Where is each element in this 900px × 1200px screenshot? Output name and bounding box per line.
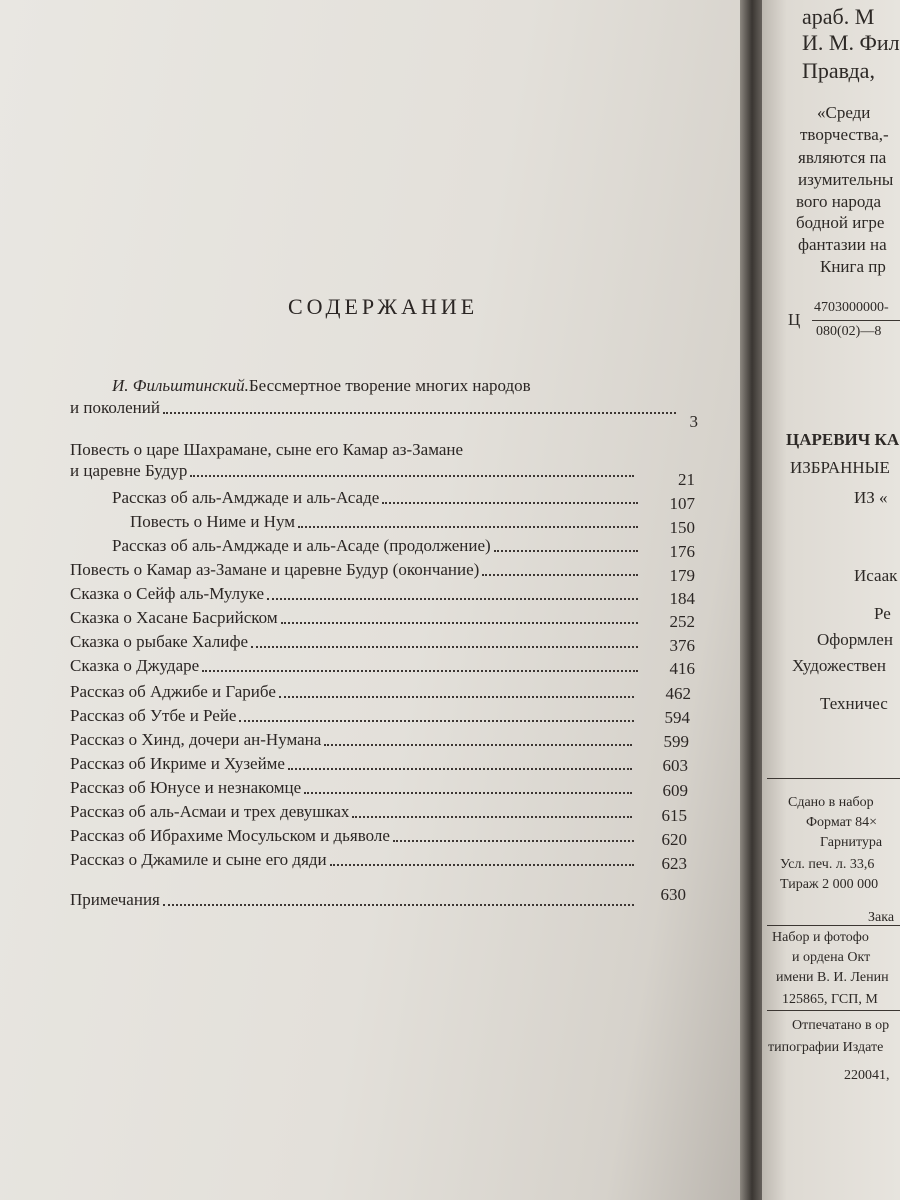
toc-entry-page: 150 bbox=[669, 518, 695, 537]
toc-entry bbox=[70, 754, 638, 774]
toc-entry bbox=[70, 802, 638, 822]
toc-entry-title: Рассказ о Джамиле и сыне его дяди bbox=[70, 850, 327, 869]
leader-dots bbox=[330, 863, 634, 866]
toc-entry-page: 620 bbox=[661, 830, 687, 849]
right-page-line: Формат 84× bbox=[806, 815, 877, 830]
toc-entry-title: Рассказ об аль-Амджаде и аль-Асаде bbox=[112, 488, 380, 507]
toc-entry-page: 376 bbox=[669, 636, 695, 655]
toc-first-line1 bbox=[70, 440, 463, 460]
toc-intro-line2 bbox=[70, 398, 682, 418]
toc-intro-title-cont: и поколений bbox=[70, 398, 160, 417]
book-gutter bbox=[740, 0, 764, 1200]
right-page-line: Исаак bbox=[854, 566, 898, 585]
leader-dots bbox=[382, 501, 638, 504]
toc-entry bbox=[70, 560, 644, 580]
toc-first-line2 bbox=[70, 461, 640, 481]
toc-entry-title: Рассказ об Юнусе и незнакомце bbox=[70, 778, 302, 797]
right-page-line: вого народа bbox=[796, 192, 882, 211]
toc-entry bbox=[70, 706, 640, 726]
toc-first-title: Повесть о царе Шахрамане, сыне его Камар аз-Замане bbox=[70, 440, 464, 459]
right-page-line: Зака bbox=[868, 910, 895, 925]
toc-entry-page: 107 bbox=[669, 494, 695, 513]
toc-first-title-cont: и царевне Будур bbox=[70, 461, 188, 480]
right-page-line: И. М. Фил bbox=[802, 30, 900, 55]
toc-entry-title: Сказка о Хасане Басрийском bbox=[70, 608, 278, 627]
leader-dots bbox=[494, 549, 638, 552]
fraction-rule bbox=[812, 320, 900, 321]
toc-entry-page: 615 bbox=[661, 806, 687, 825]
toc-entry-page: 176 bbox=[669, 542, 695, 561]
toc-entry bbox=[70, 632, 644, 652]
toc-title: СОДЕРЖАНИЕ bbox=[288, 294, 479, 319]
right-page-line: «Среди bbox=[817, 103, 871, 122]
leader-dots bbox=[352, 815, 632, 818]
toc-entry bbox=[70, 890, 640, 910]
right-page-line: 125865, ГСП, М bbox=[782, 992, 878, 1007]
leader-dots bbox=[288, 767, 632, 770]
toc-entry bbox=[70, 778, 638, 798]
right-page-line: Усл. печ. л. 33,6 bbox=[780, 857, 875, 872]
right-page-line: ИЗБРАННЫЕ bbox=[790, 458, 890, 477]
toc-entry-page: 462 bbox=[665, 684, 691, 703]
toc-entry bbox=[130, 512, 644, 532]
leader-dots bbox=[202, 669, 638, 672]
toc-entry-page: 179 bbox=[669, 566, 695, 585]
right-page-line: Отпечатано в ор bbox=[792, 1018, 890, 1033]
right-page-line: 4703000000- bbox=[814, 300, 889, 315]
toc-entry-title: Повесть о Камар аз-Замане и царевне Будур (окончание) bbox=[70, 560, 480, 579]
divider bbox=[767, 778, 900, 779]
toc-entry-page: 184 bbox=[669, 589, 695, 608]
right-page-line: Тираж 2 000 000 bbox=[780, 877, 879, 892]
toc-entry-page: 630 bbox=[660, 885, 686, 904]
leader-dots bbox=[482, 573, 638, 576]
toc-intro-line1 bbox=[112, 376, 531, 396]
toc-entry bbox=[70, 656, 644, 676]
right-page-line: араб. М bbox=[802, 4, 875, 29]
right-page-line: Набор и фотофо bbox=[772, 930, 869, 945]
right-page-line: 080(02)—8 bbox=[816, 324, 882, 339]
right-page-line: фантазии на bbox=[798, 235, 887, 254]
right-page-line: типографии Издате bbox=[768, 1040, 884, 1055]
leader-dots bbox=[239, 719, 634, 722]
toc-entry-page: 594 bbox=[664, 708, 690, 727]
toc-entry-title: Рассказ об Утбе и Рейе bbox=[70, 706, 237, 725]
right-page-line: являются па bbox=[798, 148, 887, 167]
toc-entry bbox=[70, 682, 640, 702]
leader-dots bbox=[267, 597, 638, 600]
toc-entry-title: Сказка о Сейф аль-Мулуке bbox=[70, 584, 265, 603]
right-page-line: Оформлен bbox=[817, 630, 893, 649]
right-page-line: ЦАРЕВИЧ КА bbox=[786, 430, 900, 449]
toc-entry bbox=[70, 850, 640, 870]
toc-entry-title: Примечания bbox=[70, 890, 160, 909]
toc-entry-title: Сказка о рыбаке Халифе bbox=[70, 632, 249, 651]
toc-entry bbox=[70, 608, 644, 628]
toc-entry-title: Рассказ об Икриме и Хузейме bbox=[70, 754, 285, 773]
toc-first-page: 21 bbox=[678, 470, 695, 489]
toc-entry-title: Повесть о Ниме и Нум bbox=[130, 512, 295, 531]
toc-entry-page: 416 bbox=[669, 659, 695, 678]
toc-entry bbox=[70, 826, 640, 846]
toc-intro-title: Бессмертное творение многих народов bbox=[248, 376, 531, 395]
leader-dots bbox=[281, 621, 638, 624]
leader-dots bbox=[190, 474, 634, 477]
toc-entry-title: Сказка о Джударе bbox=[70, 656, 200, 675]
toc-entry-page: 599 bbox=[663, 732, 689, 751]
right-page-line: Художествен bbox=[792, 656, 886, 675]
leader-dots bbox=[298, 525, 638, 528]
toc-intro-author: И. Фильштинский. bbox=[112, 376, 249, 395]
right-page-line: имени В. И. Ленин bbox=[776, 970, 889, 985]
divider bbox=[767, 1010, 900, 1011]
right-page-line: Сдано в набор bbox=[788, 795, 874, 810]
right-page-line: бодной игре bbox=[796, 213, 885, 232]
right-page-line: Ре bbox=[874, 604, 891, 623]
toc-intro-page: 3 bbox=[689, 412, 698, 431]
right-page-line: изумительны bbox=[798, 170, 894, 189]
right-page-line: Гарнитура bbox=[820, 835, 883, 850]
toc-entry-page: 603 bbox=[662, 756, 688, 775]
toc-entry bbox=[112, 488, 644, 508]
leader-dots bbox=[163, 411, 676, 414]
leader-dots bbox=[251, 645, 638, 648]
toc-entry-title: Рассказ об Аджибе и Гарибе bbox=[70, 682, 276, 701]
right-page-line: Правда, bbox=[802, 58, 875, 83]
toc-entry-title: Рассказ о Хинд, дочери ан-Нумана bbox=[70, 730, 322, 749]
right-page-line: Ц bbox=[788, 310, 801, 329]
leader-dots bbox=[163, 903, 634, 906]
leader-dots bbox=[324, 743, 632, 746]
right-page-line: Техничес bbox=[820, 694, 888, 713]
toc-entry-title: Рассказ об Ибрахиме Мосульском и дьяволе bbox=[70, 826, 390, 845]
right-page bbox=[762, 0, 900, 1200]
leader-dots bbox=[304, 791, 632, 794]
toc-entry-page: 623 bbox=[661, 854, 687, 873]
right-page-line: 220041, bbox=[844, 1068, 890, 1083]
right-page-line: и ордена Окт bbox=[792, 950, 871, 965]
right-page-line: ИЗ « bbox=[854, 488, 888, 507]
toc-entry-page: 252 bbox=[669, 612, 695, 631]
toc-entry bbox=[112, 536, 644, 556]
toc-entry-page: 609 bbox=[662, 781, 688, 800]
leader-dots bbox=[393, 839, 634, 842]
toc-entry-title: Рассказ об аль-Амджаде и аль-Асаде (продолжение) bbox=[112, 536, 491, 555]
right-page-line: творчества,- bbox=[800, 125, 889, 144]
leader-dots bbox=[279, 695, 634, 698]
toc-entry-title: Рассказ об аль-Асмаи и трех девушках bbox=[70, 802, 350, 821]
toc-entry bbox=[70, 730, 638, 750]
divider bbox=[767, 925, 900, 926]
right-page-line: Книга пр bbox=[820, 257, 886, 276]
toc-entry bbox=[70, 584, 644, 604]
